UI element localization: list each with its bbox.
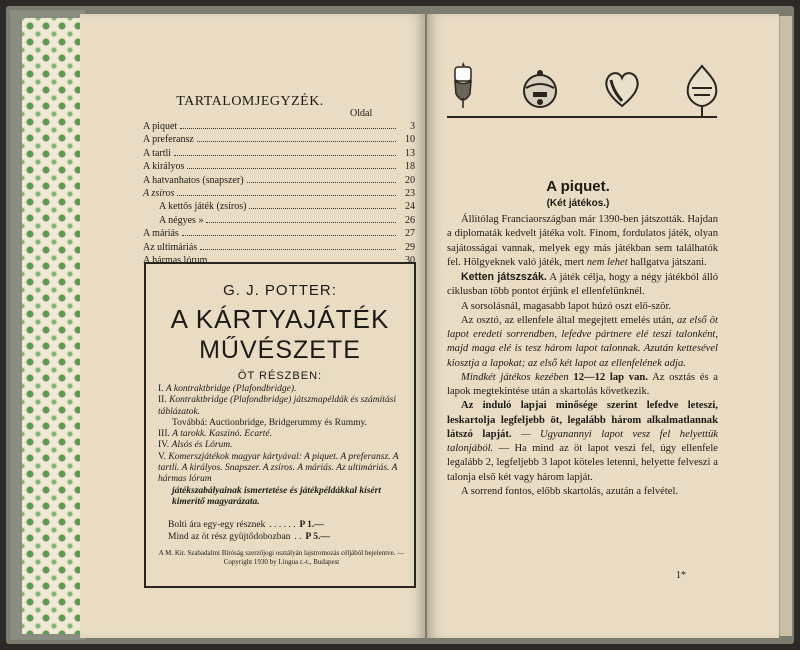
ad-part: II. Kontraktbridge (Plafondbridge) játszmapéldák és számítási táblázatok. <box>158 395 397 417</box>
ad-closing: játékszabályainak ismertetése és játékpéldákkal kísért kimerítő magyarázata. <box>172 485 381 507</box>
paragraph: A sorsolásnál, magasabb lapot húzó oszt elő-ször. <box>461 300 672 312</box>
toc-list <box>143 120 415 267</box>
heart-icon <box>606 73 637 106</box>
page-signature-mark: 1* <box>676 570 686 581</box>
toc-entry[interactable]: Az ultimáriás 29 <box>143 241 415 253</box>
ad-prices: Bolti ára egy-egy résznek . . . . . . P 1.— Mind az öt rész gyüjtődobozban . . P 5.— <box>168 520 330 542</box>
toc-entry[interactable]: A preferansz 10 <box>143 134 415 146</box>
book-advertisement <box>144 262 416 588</box>
ad-part: V. Komerszjátékok magyar kártyával: A piquet. A preferansz. A tartli. A királyos. Snapszer. A zsíros. A máriás. Az ultimáriás. A hármas lórum <box>158 451 399 485</box>
toc-page-header: Oldal <box>350 108 373 119</box>
paragraph: Az induló lapjai minősége szerint lefedve leteszi, leskartolja legfeljebb öt, legalább három alkalmatlannak látszó lapját. — Ugyanannyi lapot vesz fel helyettük talonjából. — Ha mind az öt lapot veszi fel, úgy ellenfele legalább 2, legfeljebb 3 lapot köteles letenni, helyette felveszi a talonja első két vagy három lapját. <box>447 400 719 483</box>
ad-parts-list <box>158 384 408 508</box>
suit-icons-row <box>448 60 738 116</box>
toc-entry[interactable]: A kettős játék (zsíros) 24 <box>159 201 415 213</box>
acorn-icon <box>455 62 471 108</box>
decorative-endpaper <box>22 18 83 634</box>
toc-entry[interactable]: A négyes » 26 <box>159 214 415 226</box>
toc-title: TARTALOMJEGYZÉK. <box>176 94 324 109</box>
bell-icon <box>524 70 556 107</box>
paragraph: Mindkét játékos kezében 12—12 lap van. Az osztás és a lapok megtekintése után a skartolás következik. <box>447 371 718 397</box>
toc-entry[interactable]: A zsíros 23 <box>143 187 415 199</box>
ad-title-line1: A KÁRTYAJÁTÉK <box>170 304 390 334</box>
page-edges <box>779 16 792 636</box>
divider-rule <box>447 116 717 118</box>
ad-part: IV. Alsós és Lórum. <box>158 440 233 451</box>
paragraph: Az osztó, az ellenfele által megejtett emelés után, az első öt lapot eredeti sorrendben, lefedve pártnere elé teszi talonként, majd maga elé is tesz három lapot talonnak. Azután kettesével kiosztja a lapokat; az első két lapot az ellenfelének adja. <box>447 314 718 369</box>
paragraph: A sorrend fontos, előbb skartolás, azután a felvétel. <box>461 485 679 497</box>
ad-part: Továbbá: Auctionbridge, Bridgerummy és Rummy. <box>172 417 368 428</box>
ad-part: III. A tarokk. Kaszinó. Ecarté. <box>158 429 272 440</box>
chapter-body <box>447 213 718 499</box>
paragraph: Állítólag Franciaországban már 1390-ben játszották. Hajdan a diplomaták kedvelt játéka volt. Finom, fordulatos játék, olyan sajátosságai vannak, melyek egy más játékban sem találhatók fel. Hölgyeknek való játék, mert nem lehet hallgatva játszani. <box>447 214 718 268</box>
chapter-subtitle: (Két játékos.) <box>546 198 610 209</box>
toc-entry[interactable]: A piquet 3 <box>143 121 415 132</box>
toc-entry[interactable]: A hármas lórum 30 <box>143 254 415 266</box>
ad-part: I. A kontraktbridge (Plafondbridge). <box>158 384 297 394</box>
ad-author: G. J. POTTER: <box>223 282 337 299</box>
ad-title-line2: MŰVÉSZETE <box>199 336 361 364</box>
ad-parts-heading: ÖT RÉSZBEN: <box>237 370 323 382</box>
toc-entry[interactable]: A máriás 27 <box>143 228 415 240</box>
leaf-icon <box>688 66 717 116</box>
ad-fine-print: A M. Kir. Szabadalmi Bíróság szerzőjogi osztályán lajstromozás céljából bejelentve. — Copyright 1930 by Lingua r.-t., Budapest <box>158 549 405 566</box>
paragraph: Ketten játszszák. A játék célja, hogy a négy játékból álló ciklusban több pontot érjünk el ellenfelünknél. <box>447 271 718 298</box>
chapter-title: A piquet. <box>546 178 610 195</box>
toc-entry[interactable]: A hatvanhatos (snapszer) 20 <box>143 174 415 186</box>
toc-entry[interactable]: A királyos 18 <box>143 161 415 173</box>
toc-entry[interactable]: A tartli 13 <box>143 147 415 159</box>
